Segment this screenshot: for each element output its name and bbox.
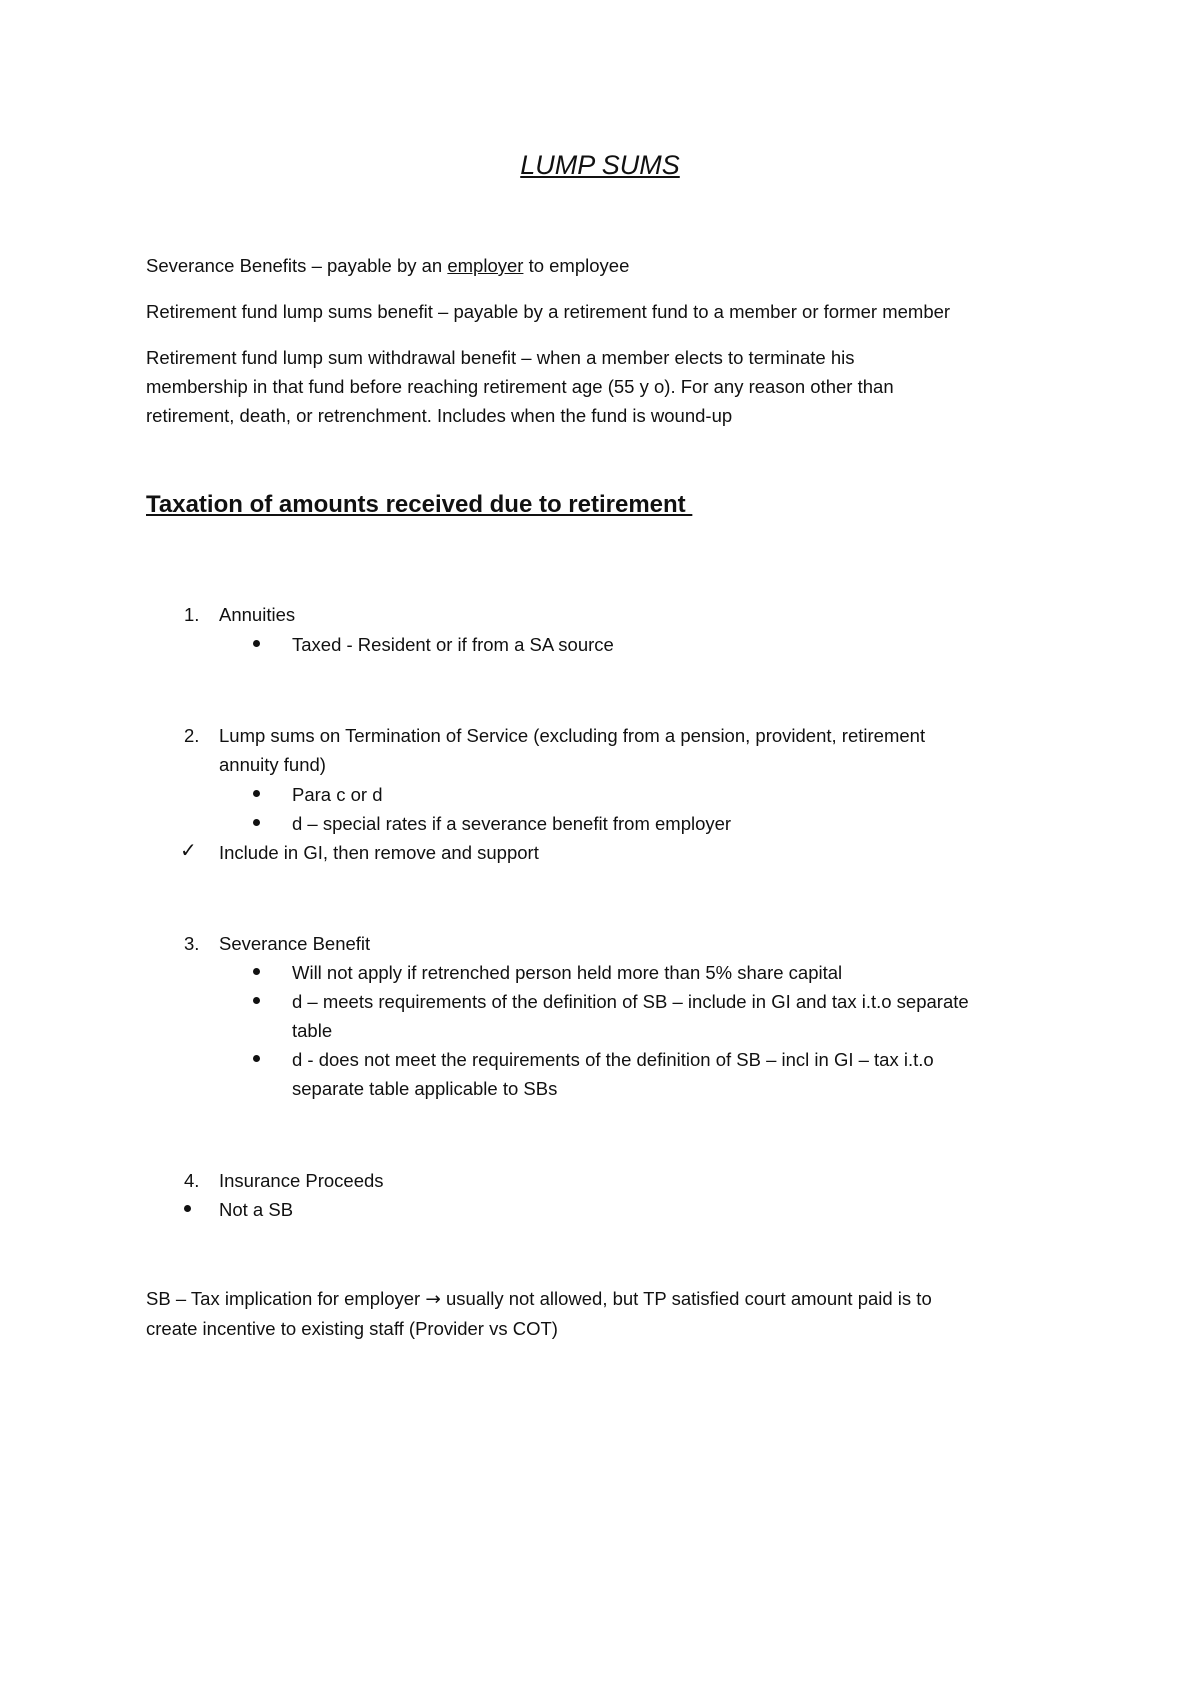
- item3-bullet1: Will not apply if retrenched person held more than 5% share capital: [292, 962, 843, 983]
- retirement-lump-sum-definition: Retirement fund lump sums benefit – payable by a retirement fund to a member or former member: [146, 301, 951, 322]
- check-icon: ✓: [180, 840, 197, 862]
- footer-line1: [146, 1284, 932, 1314]
- item3-label: Severance Benefit: [219, 933, 371, 954]
- bullet-icon: [253, 968, 260, 975]
- bullet-icon: [253, 997, 260, 1004]
- severance-prefix: Severance Benefits – payable by an: [146, 255, 448, 276]
- item3-bullet2-line2: table: [292, 1020, 333, 1041]
- bullet-icon: [253, 819, 260, 826]
- item2-bullet1: Para c or d: [292, 784, 383, 805]
- item1-label: Annuities: [219, 604, 296, 625]
- withdrawal-definition-line3: retirement, death, or retrenchment. Includes when the fund is wound-up: [146, 405, 733, 426]
- item2-label-line1: Lump sums on Termination of Service (excluding from a pension, provident, retirement: [219, 725, 926, 746]
- item4-number: 4.: [184, 1170, 200, 1191]
- item3-bullet2-line1: d – meets requirements of the definition of SB – include in GI and tax i.t.o separate: [292, 991, 969, 1012]
- section-heading: Taxation of amounts received due to retirement: [146, 491, 693, 518]
- item2-check-text: Include in GI, then remove and support: [219, 842, 539, 863]
- item2-number: 2.: [184, 725, 200, 746]
- footer-line2: create incentive to existing staff (Provider vs COT): [146, 1318, 558, 1339]
- withdrawal-definition-line1: Retirement fund lump sum withdrawal benefit – when a member elects to terminate his: [146, 347, 855, 368]
- arrow-right-icon: →: [425, 1289, 441, 1310]
- item3-number: 3.: [184, 933, 200, 954]
- item3-bullet3-line1: d - does not meet the requirements of the definition of SB – incl in GI – tax i.t.o: [292, 1049, 934, 1070]
- item2-bullet2: d – special rates if a severance benefit from employer: [292, 813, 732, 834]
- page-title: LUMP SUMS: [520, 150, 680, 180]
- withdrawal-definition-line2: membership in that fund before reaching retirement age (55 y o). For any reason other than: [146, 376, 894, 397]
- severance-suffix: to employee: [523, 255, 630, 276]
- item4-label: Insurance Proceeds: [219, 1170, 384, 1191]
- item1-number: 1.: [184, 604, 200, 625]
- footer-line1-prefix: SB – Tax implication for employer: [146, 1288, 426, 1309]
- employer-underlined: employer: [447, 255, 524, 276]
- bullet-icon: [253, 790, 260, 797]
- bullet-icon: [253, 1055, 260, 1062]
- item2-label-line2: annuity fund): [219, 754, 326, 775]
- item4-bullet1: Not a SB: [219, 1199, 294, 1220]
- bullet-icon: [253, 640, 260, 647]
- bullet-icon: [184, 1205, 191, 1212]
- item3-bullet3-line2: separate table applicable to SBs: [292, 1078, 558, 1099]
- severance-definition: [146, 251, 629, 280]
- item1-bullet1: Taxed - Resident or if from a SA source: [292, 634, 614, 655]
- footer-line1-suffix: usually not allowed, but TP satisfied court amount paid is to: [440, 1288, 932, 1309]
